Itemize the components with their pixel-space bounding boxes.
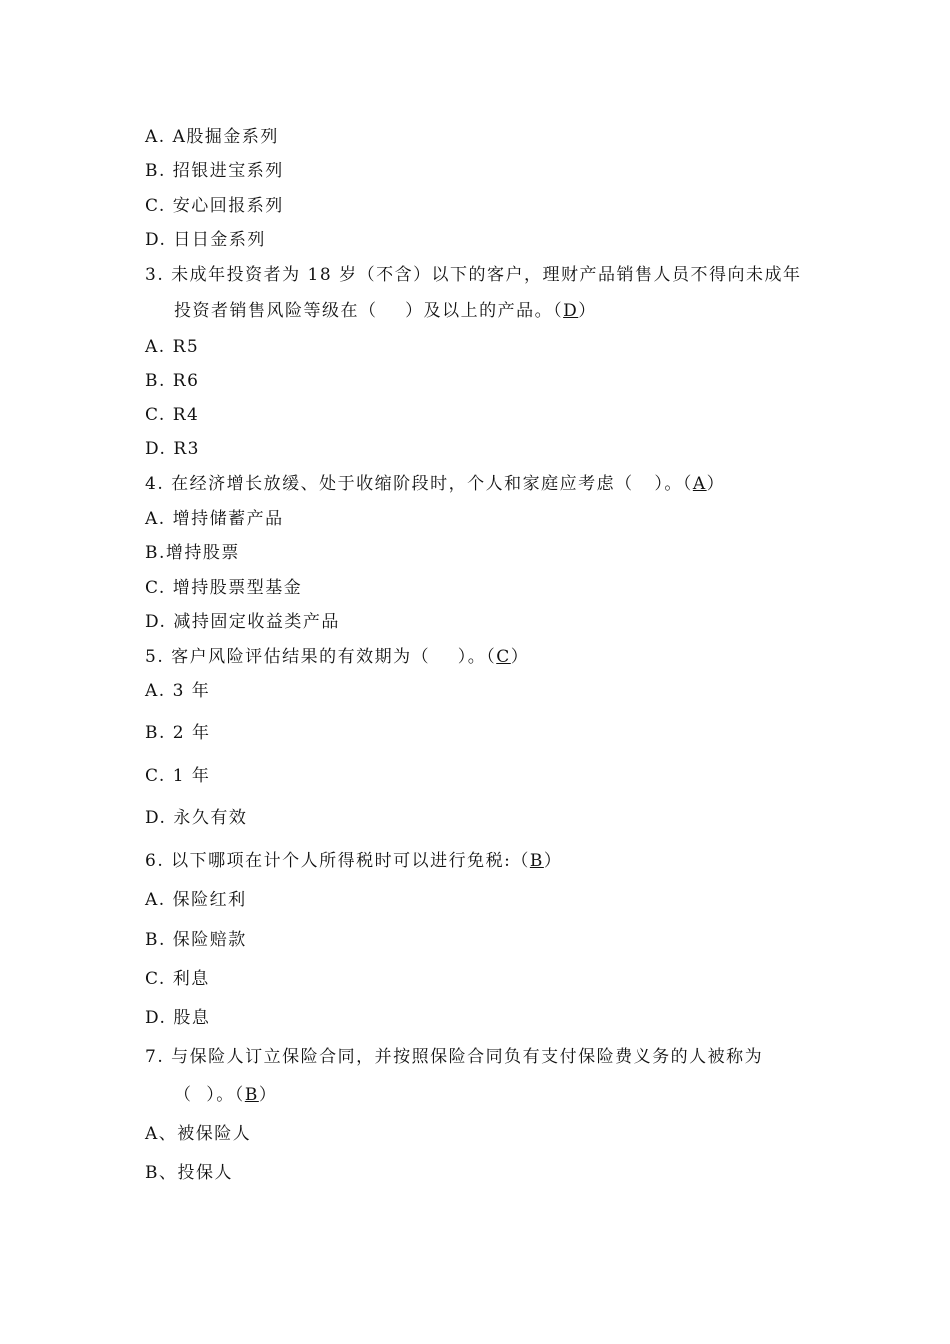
option-line: A. 保险红利	[145, 890, 247, 910]
option-line: A. 增持储蓄产品	[145, 509, 284, 529]
question-7-continued: （ ）。（B）	[174, 1085, 278, 1105]
option-line: D. 永久有效	[145, 808, 248, 828]
question-6: 6. 以下哪项在计个人所得税时可以进行免税:（B）	[145, 851, 563, 871]
option-line: B. 招银进宝系列	[145, 161, 284, 181]
option-line: D. 股息	[145, 1008, 211, 1028]
answer-mark: B	[529, 851, 544, 871]
option-line: B. 2 年	[145, 723, 211, 743]
option-line: C. 增持股票型基金	[145, 578, 303, 598]
option-line: C. 利息	[145, 969, 210, 989]
option-line: B、投保人	[145, 1163, 233, 1183]
question-5: 5. 客户风险评估结果的有效期为（ ）。（C）	[145, 647, 530, 667]
option-line: D. 日日金系列	[145, 230, 266, 250]
option-line: B. 保险赔款	[145, 930, 247, 950]
answer-mark: A	[692, 474, 707, 494]
answer-mark: D	[563, 301, 579, 321]
option-line: C. 安心回报系列	[145, 196, 284, 216]
option-line: D. 减持固定收益类产品	[145, 612, 340, 632]
option-line: A、被保险人	[145, 1124, 252, 1144]
option-line: B.增持股票	[145, 543, 240, 563]
option-line: A. 3 年	[145, 681, 211, 701]
question-7: 7. 与保险人订立保险合同，并按照保险合同负有支付保险费义务的人被称为	[145, 1047, 764, 1067]
option-line: C. R4	[145, 405, 200, 425]
option-line: B. R6	[145, 371, 200, 391]
option-line: A. R5	[145, 337, 200, 357]
answer-mark: B	[244, 1085, 259, 1105]
question-3-continued: 投资者销售风险等级在（ ）及以上的产品。（D）	[174, 301, 597, 321]
option-line: C. 1 年	[145, 766, 211, 786]
option-line: D. R3	[145, 439, 200, 459]
question-4: 4. 在经济增长放缓、处于收缩阶段时，个人和家庭应考虑（ ）。（A）	[145, 474, 726, 494]
question-3: 3. 未成年投资者为 18 岁（不含）以下的客户，理财产品销售人员不得向未成年	[145, 265, 802, 285]
option-line: A. A股掘金系列	[145, 127, 279, 147]
answer-mark: C	[496, 647, 511, 667]
